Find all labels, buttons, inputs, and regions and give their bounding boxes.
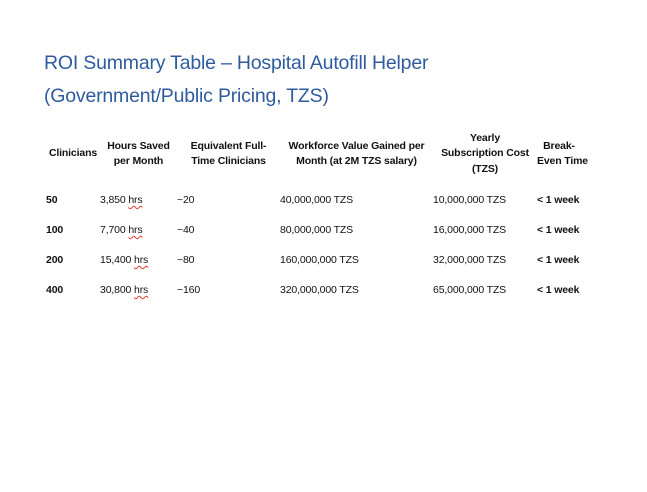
- header-yearly-subscription: Yearly Subscription Cost (TZS): [441, 131, 529, 175]
- page-title: [44, 47, 428, 113]
- cell-break-even: < 1 week: [537, 254, 580, 266]
- cell-workforce-value: 320,000,000 TZS: [280, 284, 359, 296]
- hrs-misspelled-word: hrs: [134, 254, 149, 266]
- cell-hours-saved: 30,800 hrs: [100, 284, 149, 296]
- header-hours-saved: Hours Saved per Month: [107, 139, 170, 167]
- hrs-misspelled-word: hrs: [128, 194, 143, 206]
- page-title-line-2: (Government/Public Pricing, TZS): [44, 85, 329, 107]
- cell-clinicians: 50: [46, 194, 58, 206]
- cell-break-even: < 1 week: [537, 194, 580, 206]
- hrs-misspelled-word: hrs: [134, 284, 149, 296]
- header-break-even: Break- Even Time: [537, 139, 588, 167]
- cell-equivalent-fte: ~20: [177, 194, 195, 206]
- cell-equivalent-fte: ~80: [177, 254, 195, 266]
- cell-hours-saved: 3,850 hrs: [100, 194, 143, 206]
- cell-break-even: < 1 week: [537, 284, 580, 296]
- table-row: [46, 185, 581, 215]
- header-equivalent-fte: Equivalent Full- Time Clinicians: [190, 139, 267, 167]
- cell-subscription-cost: 65,000,000 TZS: [433, 284, 507, 296]
- roi-summary-table: [46, 129, 588, 305]
- table-row: [46, 275, 581, 305]
- hrs-misspelled-word: hrs: [128, 224, 143, 236]
- cell-equivalent-fte: ~40: [177, 224, 195, 236]
- cell-subscription-cost: 16,000,000 TZS: [433, 224, 507, 236]
- cell-workforce-value: 40,000,000 TZS: [280, 194, 354, 206]
- cell-workforce-value: 80,000,000 TZS: [280, 224, 354, 236]
- table-row: [46, 245, 581, 275]
- header-workforce-value: Workforce Value Gained per Month (at 2M TZS salary): [288, 139, 425, 167]
- header-clinicians: Clinicians: [48, 147, 98, 160]
- cell-subscription-cost: 10,000,000 TZS: [433, 194, 507, 206]
- cell-workforce-value: 160,000,000 TZS: [280, 254, 359, 266]
- table-row: [46, 215, 581, 245]
- cell-equivalent-fte: ~160: [177, 284, 201, 296]
- cell-clinicians: 400: [46, 284, 64, 296]
- cell-clinicians: 200: [46, 254, 64, 266]
- cell-hours-saved: 7,700 hrs: [100, 224, 143, 236]
- cell-clinicians: 100: [46, 224, 64, 236]
- table-body: [46, 185, 581, 305]
- cell-break-even: < 1 week: [537, 224, 580, 236]
- page-title-line-1: ROI Summary Table – Hospital Autofill Helper: [44, 52, 429, 74]
- table-header-row: [46, 129, 588, 179]
- cell-hours-saved: 15,400 hrs: [100, 254, 149, 266]
- cell-subscription-cost: 32,000,000 TZS: [433, 254, 507, 266]
